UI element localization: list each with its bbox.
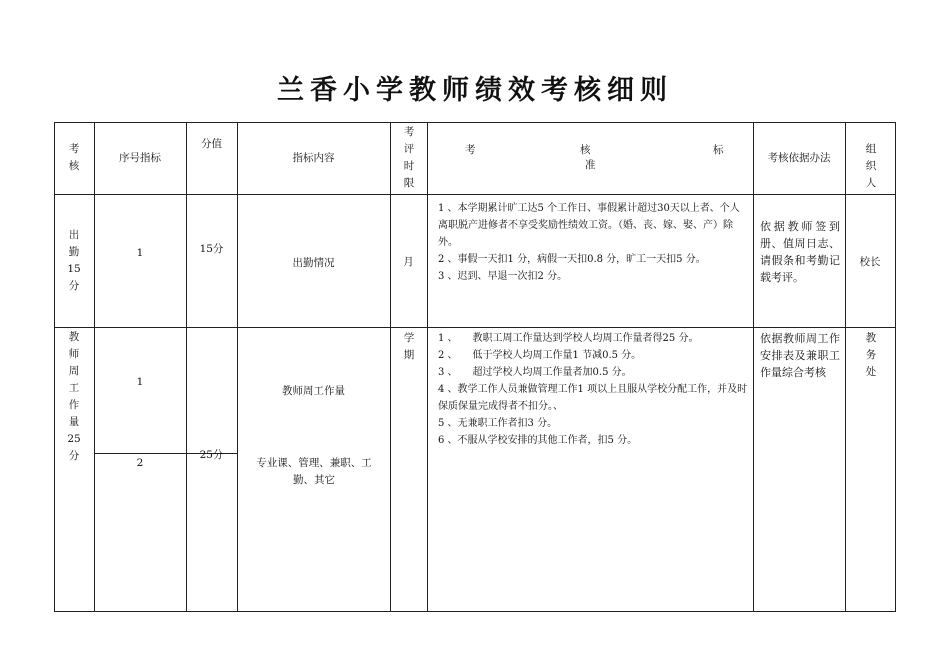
header-criteria — [427, 142, 753, 182]
header-category: 考核 — [68, 143, 80, 172]
header-criteria-char-2: 核 — [580, 144, 591, 156]
header-organizer: 组织人 — [865, 143, 877, 189]
page-title: 兰香小学教师绩效考核细则 — [277, 75, 673, 106]
attendance-method: 依据教师签到册、值周日志、请假条和考勤记载考评。 — [760, 220, 840, 284]
header-method: 考核依据办法 — [767, 152, 831, 164]
attendance-criteria-item: 3 、迟到、早退一次扣2 分。 — [438, 271, 568, 282]
workload-sub2-seq: 2 — [136, 457, 144, 469]
workload-criteria-item: 2 、 低于学校人均周工作量1 节减0.5 分。 — [438, 350, 642, 361]
workload-score: 25分 — [199, 449, 224, 461]
header-content: 指标内容 — [292, 152, 335, 164]
header-seq: 序号指标 — [119, 152, 161, 164]
attendance-score: 15分 — [199, 243, 224, 255]
attendance-criteria-item: 1 、本学期累计旷工达5 个工作日、事假累计超过30天以上者、个人离职脱产进修者不享受奖励性绩效工资。（婚、丧、嫁、娶、产）除外。 — [438, 203, 740, 248]
attendance-period: 月 — [403, 256, 414, 268]
header-criteria-char-3: 标 — [713, 144, 724, 156]
workload-criteria-item: 4 、教学工作人员兼做管理工作1 项以上且服从学校分配工作，并及时保质保量完成得者不扣分。、 — [438, 384, 748, 412]
header-period: 考评时限 — [403, 126, 415, 189]
header-criteria-char-4: 准 — [585, 159, 596, 171]
attendance-seq: 1 — [136, 247, 144, 259]
attendance-category: 出勤15分 — [67, 229, 81, 292]
attendance-organizer: 校长 — [859, 256, 881, 268]
workload-category: 教师周工作量25分 — [67, 331, 81, 462]
workload-criteria-item: 1 、 教职工周工作量达到学校人均周工作量者得25 分。 — [438, 333, 699, 344]
workload-organizer: 教务处 — [865, 332, 877, 378]
workload-sub1-content: 教师周工作量 — [282, 385, 345, 397]
attendance-criteria-item: 2 、事假一天扣1 分，病假一天扣0.8 分，旷工一天扣5 分。 — [438, 254, 706, 265]
workload-sub2-content: 专业课、管理、兼职、工勤、其它 — [256, 457, 372, 486]
workload-period: 学期 — [403, 332, 415, 361]
assessment-table — [54, 122, 896, 612]
attendance-criteria — [438, 200, 748, 285]
workload-sub1-seq: 1 — [136, 376, 144, 388]
workload-method: 依据教师周工作安排表及兼职工作量综合考核 — [760, 332, 840, 379]
workload-criteria-item: 3 、 超过学校人均周工作量者加0.5 分。 — [438, 367, 632, 378]
workload-criteria — [438, 330, 748, 449]
workload-criteria-item: 6 、不服从学校安排的其他工作者，扣5 分。 — [438, 435, 638, 446]
attendance-content: 出勤情况 — [292, 257, 335, 269]
workload-criteria-item: 5 、无兼职工作者扣3 分。 — [438, 418, 558, 429]
header-criteria-char-1: 考 — [465, 144, 476, 156]
header-score: 分值 — [201, 138, 222, 150]
